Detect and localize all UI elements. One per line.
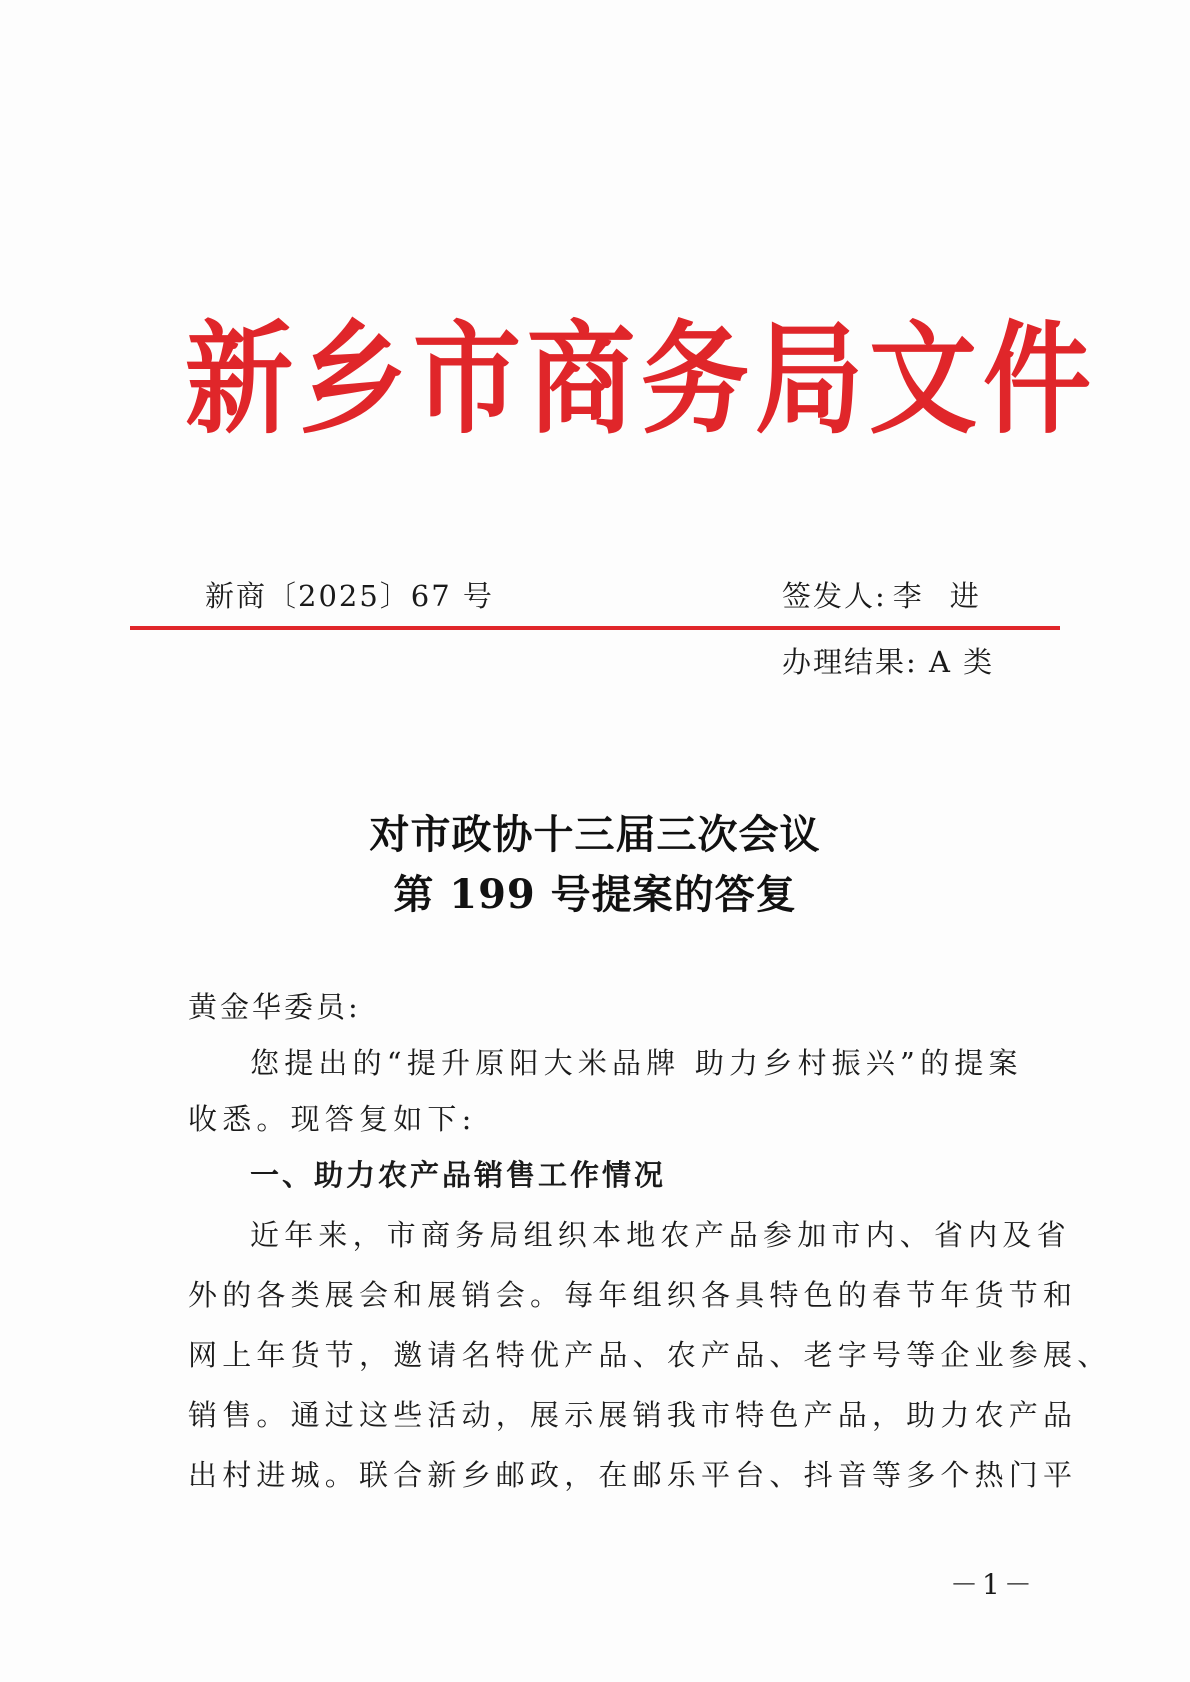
section-1-line-3: 网上年货节，邀请名特优产品、农产品、老字号等企业参展、 bbox=[188, 1338, 1112, 1372]
intro-line-2: 收悉。现答复如下: bbox=[188, 1102, 477, 1136]
salutation: 黄金华委员: bbox=[188, 990, 361, 1024]
signer-label: 签发人: bbox=[782, 579, 887, 613]
processing-result: 办理结果: A 类 bbox=[782, 645, 995, 679]
document-number: 新商〔2025〕67 号 bbox=[205, 579, 494, 613]
section-1-line-1: 近年来，市商务局组织本地农产品参加市内、省内及省 bbox=[250, 1218, 1071, 1252]
page-number: －1－ bbox=[950, 1568, 1036, 1601]
signer-name: 李进 bbox=[892, 579, 1007, 613]
section-1-line-2: 外的各类展会和展销会。每年组织各具特色的春节年货节和 bbox=[188, 1278, 1078, 1312]
section-1-line-5: 出村进城。联合新乡邮政，在邮乐平台、抖音等多个热门平 bbox=[188, 1458, 1078, 1492]
reply-title-line-1: 对市政协十三届三次会议 bbox=[369, 811, 821, 858]
masthead-title: 新乡市商务局文件 bbox=[185, 309, 1098, 451]
signer bbox=[782, 574, 1007, 615]
red-divider-line bbox=[130, 626, 1060, 630]
section-1-heading: 一、助力农产品销售工作情况 bbox=[250, 1158, 667, 1192]
intro-line-1: 您提出的“提升原阳大米品牌 助力乡村振兴”的提案 bbox=[250, 1046, 1023, 1080]
reply-title-line-2: 第 199 号提案的答复 bbox=[393, 871, 797, 918]
section-1-line-4: 销售。通过这些活动，展示展销我市特色产品，助力农产品 bbox=[188, 1398, 1078, 1432]
